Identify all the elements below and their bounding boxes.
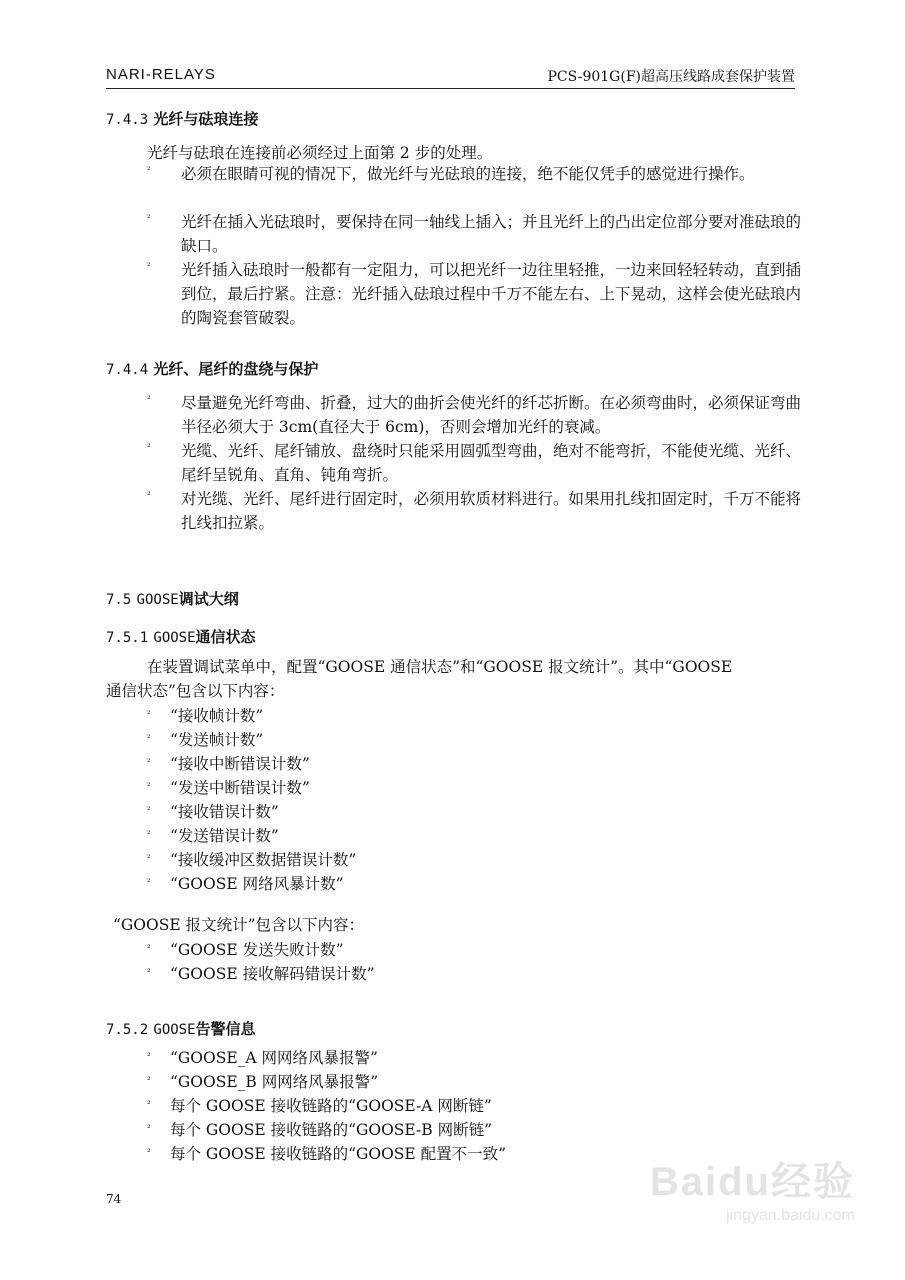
list-item: 尽量避免光纤弯曲、折叠，过大的曲折会使光纤的纤芯折断。在必须弯曲时，必须保证弯曲半径必须大于 3cm(直径大于 6cm)，否则会增加光纤的衰减。 — [181, 394, 802, 436]
heading-7-5-2: 7.5.2 GOOSE告警信息 — [106, 1020, 256, 1038]
list-item: 每个 GOOSE 接收链路的“GOOSE 配置不一致” — [170, 1145, 507, 1163]
bullet-glyph: ² — [147, 878, 151, 888]
header-right: PCS-901G(F)超高压线路成套保护装置 — [547, 69, 795, 85]
list-item: 每个 GOOSE 接收链路的“GOOSE-B 网断链” — [170, 1121, 493, 1139]
bullet-glyph: ² — [147, 395, 151, 405]
bullet-glyph: ² — [147, 491, 151, 501]
heading-7-4-3: 7.4.3 光纤与砝琅连接 — [106, 110, 259, 128]
para-7-5-1-intro-line2: 通信状态”包含以下内容： — [106, 682, 285, 700]
bullet-glyph: ² — [147, 830, 151, 840]
bullet-glyph: ² — [147, 758, 151, 768]
list-item: 光纤在插入光砝琅时，要保持在同一轴线上插入；并且光纤上的凸出定位部分要对准砝琅的缺口。 — [181, 213, 802, 255]
bullet-glyph: ² — [147, 806, 151, 816]
bullet-glyph: ² — [147, 443, 151, 453]
heading-7-4-4: 7.4.4 光纤、尾纤的盘绕与保护 — [106, 360, 319, 378]
bullet-glyph: ² — [147, 968, 151, 978]
list-item: 对光缆、光纤、尾纤进行固定时，必须用软质材料进行。如果用扎线扣固定时，千万不能将扎线扣拉紧。 — [181, 490, 802, 532]
bullet-glyph: ² — [147, 944, 151, 954]
list-item: “发送中断错误计数” — [170, 779, 310, 797]
bullet-glyph: ² — [147, 1052, 151, 1062]
bullet-glyph: ² — [147, 262, 151, 272]
heading-7-5: 7.5 GOOSE调试大纲 — [106, 590, 239, 608]
bullet-glyph: ² — [147, 734, 151, 744]
bullet-glyph: ² — [147, 710, 151, 720]
list-item: 每个 GOOSE 接收链路的“GOOSE-A 网断链” — [170, 1097, 492, 1115]
list-item: “接收错误计数” — [170, 803, 279, 821]
list-item: 必须在眼睛可视的情况下，做光纤与光砝琅的连接，绝不能仅凭手的感觉进行操作。 — [181, 165, 755, 183]
para-7-5-1-intro-line1: 在装置调试菜单中，配置“GOOSE 通信状态”和“GOOSE 报文统计”。其中“GOOSE — [147, 658, 733, 676]
heading-7-5-1: 7.5.1 GOOSE通信状态 — [106, 628, 256, 646]
para-7-5-1-intro2: “GOOSE 报文统计”包含以下内容： — [113, 916, 365, 934]
bullet-glyph: ² — [147, 1148, 151, 1158]
watermark-url: jingyan.baidu.com — [726, 1207, 855, 1224]
bullet-glyph: ² — [147, 214, 151, 224]
bullet-glyph: ² — [147, 166, 151, 176]
list-item: “发送错误计数” — [170, 827, 279, 845]
list-item: “GOOSE 网络风暴计数” — [170, 875, 344, 893]
list-item: “GOOSE_B 网网络风暴报警” — [170, 1073, 379, 1091]
list-item: 光纤插入砝琅时一般都有一定阻力，可以把光纤一边往里轻推，一边来回轻轻转动，直到插到位，最后拧紧。注意：光纤插入砝琅过程中千万不能左右、上下晃动，这样会使光砝琅内的陶瓷套管破裂。 — [181, 261, 802, 327]
bullet-glyph: ² — [147, 782, 151, 792]
header-rule — [106, 88, 795, 89]
list-item: “接收缓冲区数据错误计数” — [170, 851, 357, 869]
bullet-glyph: ² — [147, 1076, 151, 1086]
header-left: NARI-RELAYS — [106, 66, 216, 83]
list-item: 光缆、光纤、尾纤铺放、盘绕时只能采用圆弧型弯曲，绝对不能弯折，不能使光缆、光纤、尾纤呈锐角、直角、钝角弯折。 — [181, 442, 802, 484]
list-item: “发送帧计数” — [170, 731, 264, 749]
para-7-4-3-intro: 光纤与砝琅在连接前必须经过上面第 2 步的处理。 — [147, 144, 493, 162]
watermark-brand: Baidu经验 — [649, 1160, 855, 1204]
bullet-glyph: ² — [147, 1124, 151, 1134]
list-item: “接收中断错误计数” — [170, 755, 310, 773]
bullet-glyph: ² — [147, 854, 151, 864]
bullet-glyph: ² — [147, 1100, 151, 1110]
list-item: “GOOSE 接收解码错误计数” — [170, 965, 375, 983]
list-item: “GOOSE 发送失败计数” — [170, 941, 344, 959]
watermark — [650, 1150, 855, 1225]
list-item: “接收帧计数” — [170, 707, 264, 725]
page-number: 74 — [106, 1192, 122, 1206]
list-item: “GOOSE_A 网网络风暴报警” — [170, 1049, 378, 1067]
